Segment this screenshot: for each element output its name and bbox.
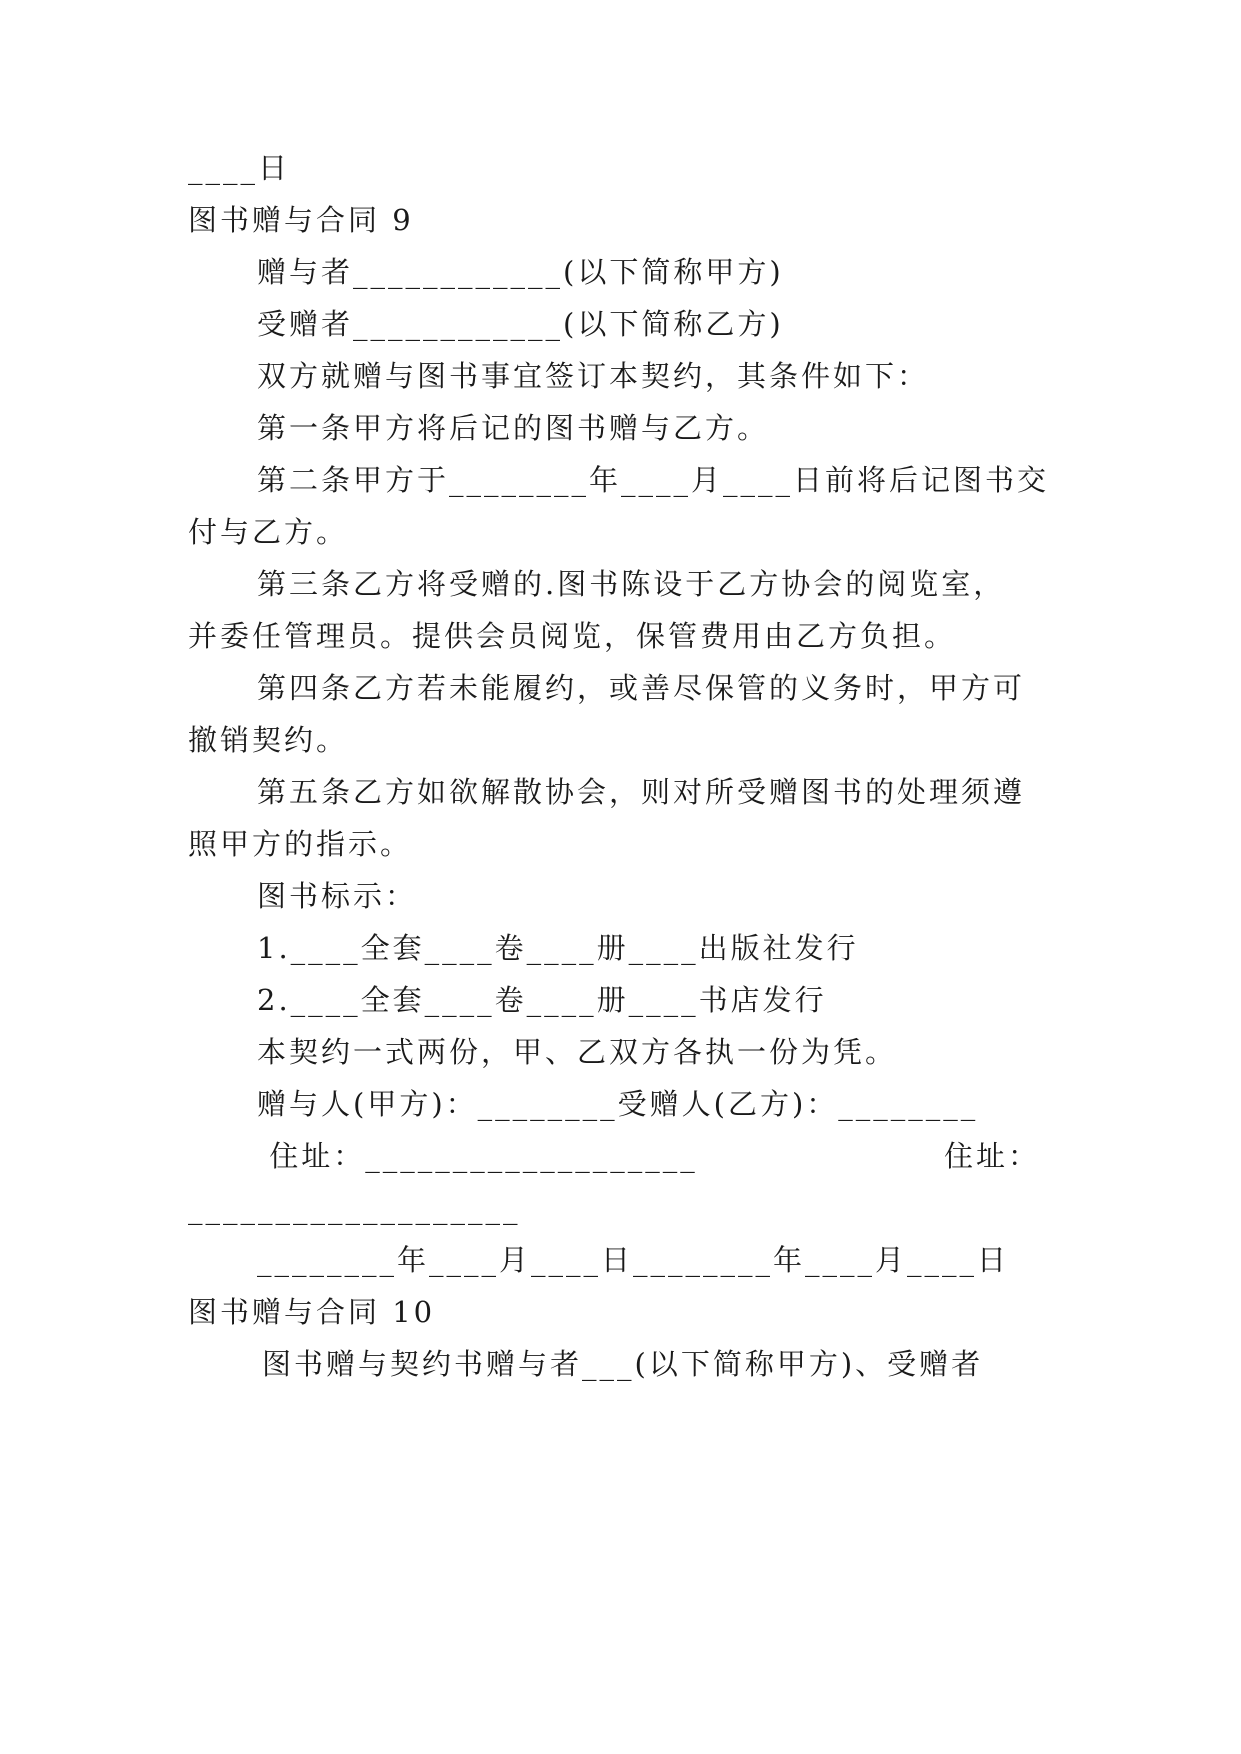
article-5-line-1: 第五条乙方如欲解散协会，则对所受赠图书的处理须遵 [257,775,1026,809]
book-list-heading: 图书标示： [257,879,418,913]
book-list-item-1: 1.____全套____卷____册____出版社发行 [257,931,859,965]
signature-line: 赠与人(甲方)：________受赠人(乙方)：________ [257,1087,979,1121]
article-4-line-1: 第四条乙方若未能履约，或善尽保管的义务时，甲方可 [257,671,1026,705]
recipient-line: 受赠者____________(以下简称乙方) [257,307,784,341]
recipient-address-blank: ___________________ [188,1191,521,1225]
donor-line: 赠与者____________(以下简称甲方) [257,255,784,289]
contract-9-title: 图书赠与合同 9 [188,203,414,237]
article-1: 第一条甲方将后记的图书赠与乙方。 [257,411,770,445]
recipient-address-label: 住址： [944,1139,1041,1173]
signing-dates-line: ________年____月____日________年____月____日 [257,1243,1010,1277]
contract-10-intro: 图书赠与契约书赠与者___(以下简称甲方)、受赠者 [262,1347,984,1381]
article-3-line-2: 并委任管理员。提供会员阅览，保管费用由乙方负担。 [188,619,957,653]
copies-line: 本契约一式两份，甲、乙双方各执一份为凭。 [257,1035,898,1069]
article-2-line-1: 第二条甲方于________年____月____日前将后记图书交 [257,463,1050,497]
contract-10-title: 图书赠与合同 10 [188,1295,436,1329]
article-3-line-1: 第三条乙方将受赠的.图书陈设于乙方协会的阅览室， [257,567,1006,601]
article-2-line-2: 付与乙方。 [188,515,349,549]
date-fragment-line: ____日 [188,151,291,185]
donor-address-line: 住址：___________________ [257,1139,698,1173]
book-list-item-2: 2.____全套____卷____册____书店发行 [257,983,827,1017]
article-4-line-2: 撤销契约。 [188,723,349,757]
article-5-line-2: 照甲方的指示。 [188,827,413,861]
intro-line: 双方就赠与图书事宜签订本契约，其条件如下： [257,359,930,393]
